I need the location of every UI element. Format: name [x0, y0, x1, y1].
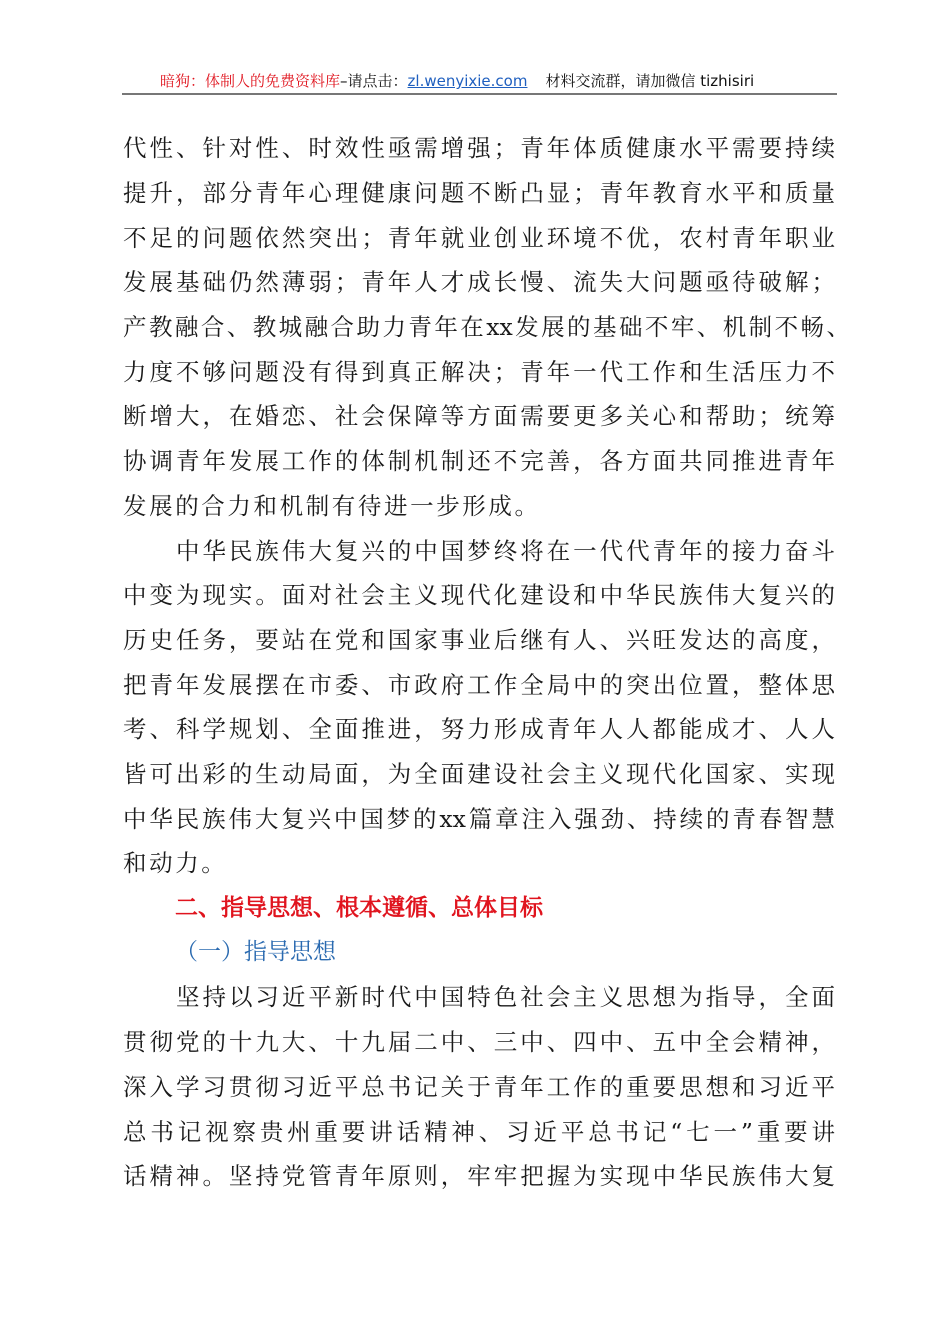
subsection-heading: （一）指导思想 [175, 939, 336, 965]
text-line: 发展的合力和机制有待进一步形成。 [123, 492, 541, 520]
text-line: 坚持以习近平新时代中国特色社会主义思想为指导，全面 [176, 983, 835, 1011]
header-divider [122, 93, 837, 95]
text-line: 深入学习贯彻习近平总书记关于青年工作的重要思想和习近平 [123, 1073, 835, 1101]
text-line: 不足的问题依然突出；青年就业创业环境不优，农村青年职业 [123, 224, 835, 252]
text-line: 话精神。坚持党管青年原则，牢牢把握为实现中华民族伟大复 [123, 1162, 835, 1190]
header-link[interactable]: zl.wenyixie.com [407, 72, 528, 90]
page-header [160, 70, 754, 91]
text-line: 发展基础仍然薄弱；青年人才成长慢、流失大问题亟待破解； [123, 268, 835, 296]
text-line: 皆可出彩的生动局面，为全面建设社会主义现代化国家、实现 [123, 760, 835, 788]
text-line: 把青年发展摆在市委、市政府工作全局中的突出位置，整体思 [123, 671, 835, 699]
text-line: 考、科学规划、全面推进，努力形成青年人人都能成才、人人 [123, 715, 835, 743]
header-contact: 材料交流群，请加微信 tizhisiri [545, 72, 755, 90]
text-line: 力度不够问题没有得到真正解决；青年一代工作和生活压力不 [123, 358, 835, 386]
text-line: 代性、针对性、时效性亟需增强；青年体质健康水平需要持续 [123, 134, 835, 162]
text-line: 中变为现实。面对社会主义现代化建设和中华民族伟大复兴的 [123, 581, 835, 609]
text-line: 断增大，在婚恋、社会保障等方面需要更多关心和帮助；统筹 [123, 402, 835, 430]
section-heading: 二、指导思想、根本遵循、总体目标 [175, 895, 543, 921]
text-line: 中华民族伟大复兴的中国梦终将在一代代青年的接力奋斗 [176, 537, 835, 565]
header-prompt: –请点击： [340, 72, 408, 90]
text-line: 提升，部分青年心理健康问题不断凸显；青年教育水平和质量 [123, 179, 835, 207]
text-line: 中华民族伟大复兴中国梦的xx篇章注入强劲、持续的青春智慧 [123, 805, 835, 833]
header-brand: 暗狗：体制人的免费资料库 [160, 72, 341, 90]
text-line: 贯彻党的十九大、十九届二中、三中、四中、五中全会精神， [123, 1028, 835, 1056]
text-line: 和动力。 [123, 849, 228, 877]
text-line: 历史任务，要站在党和国家事业后继有人、兴旺发达的高度， [123, 626, 835, 654]
text-line: 总书记视察贵州重要讲话精神、习近平总书记“七一”重要讲 [123, 1118, 835, 1146]
text-line: 协调青年发展工作的体制机制还不完善，各方面共同推进青年 [123, 447, 835, 475]
text-line: 产教融合、教城融合助力青年在xx发展的基础不牢、机制不畅、 [123, 313, 850, 341]
